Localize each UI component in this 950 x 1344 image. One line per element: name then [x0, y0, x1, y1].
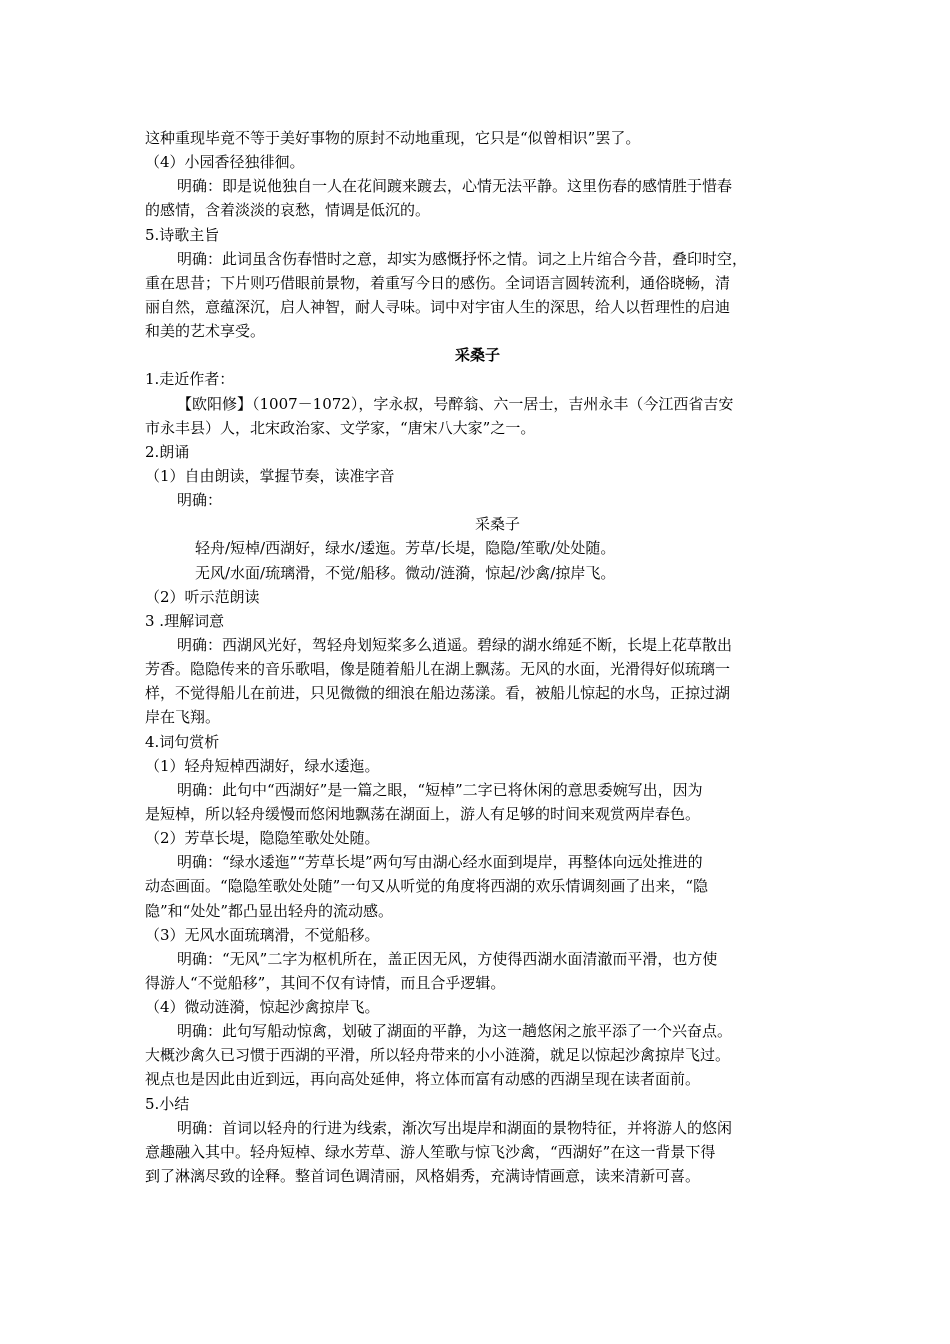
section-heading: 4.词句赏析: [145, 732, 220, 751]
paragraph-line: 岸在飞翔。: [145, 708, 221, 727]
paragraph-line: 明确：此词虽含伤春惜时之意，却实为感慨抒怀之情。词之上片绾合今昔，叠印时空，: [177, 249, 748, 268]
list-item-line: （2）芳草长堤，隐隐笙歌处处随。: [145, 829, 380, 848]
paragraph-line: 明确：即是说他独自一人在花间踱来踱去，心情无法平静。这里伤春的感情胜于惜春: [177, 177, 733, 196]
paragraph-line: 明确：首词以轻舟的行进为线索，渐次写出堤岸和湖面的景物特征，并将游人的悠闲: [177, 1118, 733, 1137]
list-item-line: （4）小园香径独徘徊。: [145, 153, 305, 172]
paragraph-line: 和美的艺术享受。: [145, 322, 266, 341]
paragraph-line: 隐”和“处处”都凸显出轻舟的流动感。: [145, 901, 394, 920]
poem-line: 轻舟/短棹/西湖好，绿水/逶迤。芳草/长堤，隐隐/笙歌/处处随。: [195, 539, 616, 558]
paragraph-line: 得游人“不觉船移”，其间不仅有诗情，而且合乎逻辑。: [145, 973, 506, 992]
poem-title: 采桑子: [474, 515, 520, 534]
section-heading: 2.朗诵: [145, 442, 190, 461]
list-item-line: （1）自由朗读，掌握节奏，读准字音: [145, 466, 395, 485]
paragraph-line: 动态画面。“隐隐笙歌处处随”一句又从听觉的角度将西湖的欢乐情调刻画了出来，“隐: [145, 877, 709, 896]
section-heading: 3 .理解词意: [145, 611, 225, 630]
paragraph-line: 是短棹，所以轻舟缓慢而悠闲地飘荡在湖面上，游人有足够的时间来观赏两岸春色。: [145, 804, 701, 823]
paragraph-line: 样，不觉得船儿在前进，只见微微的细浪在船边荡漾。看，被船儿惊起的水鸟，正掠过湖: [145, 684, 731, 703]
paragraph-line: 市永丰县）人，北宋政治家、文学家，“唐宋八大家”之一。: [145, 418, 536, 437]
list-item-line: （4）微动涟漪，惊起沙禽掠岸飞。: [145, 998, 380, 1017]
list-item-line: （3）无风水面琉璃滑，不觉船移。: [145, 925, 380, 944]
paragraph-line: 明确：: [177, 491, 223, 510]
paragraph-line: 重在思昔；下片则巧借眼前景物，着重写今日的感伤。全词语言圆转流利，通俗晓畅，清: [145, 273, 731, 292]
paragraph-line: 意趣融入其中。轻舟短棹、绿水芳草、游人笙歌与惊飞沙禽，“西湖好”在这一背景下得: [145, 1142, 716, 1161]
section-heading: 1.走近作者：: [145, 370, 235, 389]
paragraph-line: 【欧阳修】（1007－1072），字永叔，号醉翁、六一居士，吉州永丰（今江西省吉安: [177, 394, 734, 413]
section-heading: 5.小结: [145, 1094, 190, 1113]
section-heading: 5.诗歌主旨: [145, 225, 220, 244]
paragraph-line: 明确：“绿水逶迤”“芳草长堤”两句写由湖心经水面到堤岸，再整体向远处推进的: [177, 853, 703, 872]
list-item-line: （2）听示范朗读: [145, 587, 260, 606]
paragraph-line: 大概沙禽久已习惯于西湖的平滑，所以轻舟带来的小小涟漪，就足以惊起沙禽掠岸飞过。: [145, 1046, 731, 1065]
paragraph-line: 明确：“无风”二字为枢机所在，盖正因无风，方使得西湖水面清澈而平滑，也方使: [177, 949, 718, 968]
paragraph-line: 这种重现毕竟不等于美好事物的原封不动地重现，它只是“似曾相识”罢了。: [145, 129, 641, 147]
paragraph-line: 视点也是因此由近到远，再向高处延伸，将立体而富有动感的西湖呈现在读者面前。: [145, 1070, 701, 1089]
paragraph-line: 的感情，含着淡淡的哀愁，情调是低沉的。: [145, 201, 431, 220]
paragraph-line: 芳香。隐隐传来的音乐歌唱，像是随着船儿在湖上飘荡。无风的水面，光滑得好似琉璃一: [145, 660, 731, 679]
paragraph-line: 明确：此句写船动惊禽，划破了湖面的平静，为这一趟悠闲之旅平添了一个兴奋点。: [177, 1022, 733, 1041]
list-item-line: （1）轻舟短棹西湖好，绿水逶迤。: [145, 756, 380, 775]
paragraph-line: 到了淋漓尽致的诠释。整首词色调清丽，风格娟秀，充满诗情画意，读来清新可喜。: [145, 1167, 701, 1186]
paragraph-line: 明确：西湖风光好，驾轻舟划短桨多么逍遥。碧绿的湖水绵延不断，长堤上花草散出: [177, 635, 733, 654]
document-body: [145, 126, 810, 1188]
lesson-title: 采桑子: [454, 346, 500, 365]
paragraph-line: 明确：此句中“西湖好”是一篇之眼，“短棹”二字已将休闲的意思委婉写出，因为: [177, 780, 703, 799]
paragraph-line: 丽自然，意蕴深沉，启人神智，耐人寻味。词中对宇宙人生的深思，给人以哲理性的启迪: [145, 297, 731, 316]
poem-line: 无风/水面/琉璃滑，不觉/船移。微动/涟漪，惊起/沙禽/掠岸飞。: [195, 563, 616, 582]
